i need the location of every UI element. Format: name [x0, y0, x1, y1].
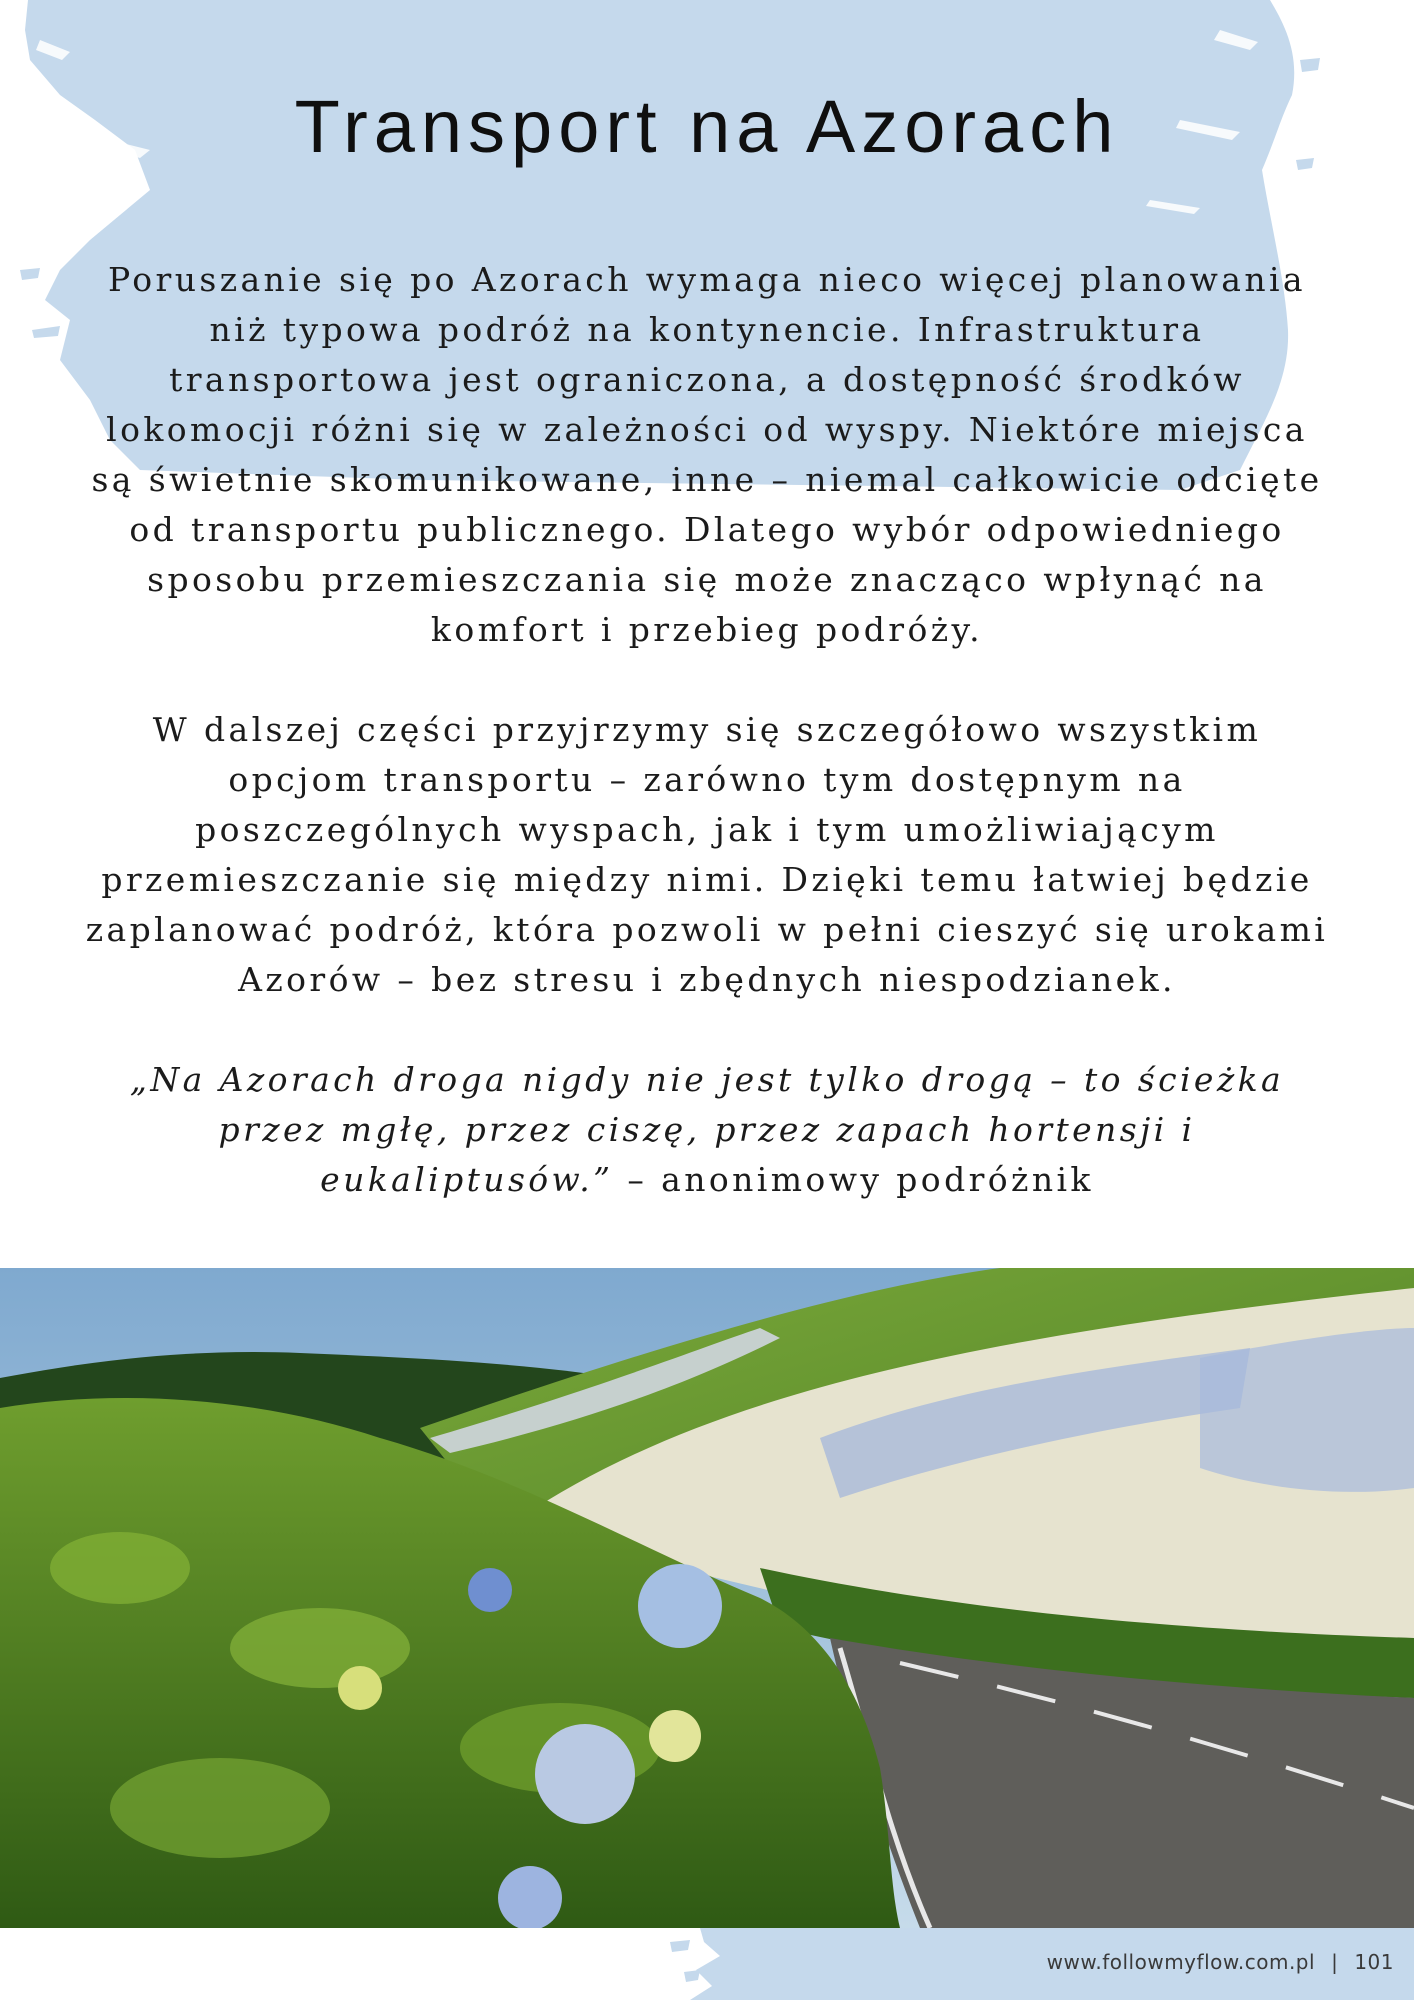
main-content [80, 255, 1334, 1255]
quote-text: „Na Azorach droga nigdy nie jest tylko drogą – to ścieżka przez mgłę, przez ciszę, przez zapach hortensji i eukaliptusów.” [129, 1060, 1285, 1199]
footer [1047, 1950, 1394, 1974]
footer-website-link[interactable]: www.followmyflow.com.pl [1046, 1950, 1316, 1974]
page-title: Transport na Azorach [294, 85, 1120, 168]
paragraph-overview: W dalszej części przyjrzymy się szczegółowo wszystkim opcjom transportu – zarówno tym dostępnym na poszczególnych wyspach, jak i tym umożliwiającym przemieszczanie się między nimi. Dzięki temu łatwiej będzie zaplanować podróż, która pozwoli w pełni cieszyć się urokami Azorów – bez stresu i zbędnych niespodzianek. [85, 710, 1329, 999]
footer-separator: | [1331, 1950, 1339, 1974]
quote [80, 1055, 1334, 1205]
page-number: 101 [1354, 1950, 1394, 1974]
quote-attribution: – anonimowy podróżnik [613, 1160, 1094, 1199]
hydrangea-road-photo [0, 1268, 1414, 1928]
paragraph-intro: Poruszanie się po Azorach wymaga nieco więcej planowania niż typowa podróż na kontynencie. Infrastruktura transportowa jest ograniczona, a dostępność środków lokomocji różni się w zależności od wyspy. Niektóre miejsca są świetnie skomunikowane, inne – niemal całkowicie odcięte od transportu publicznego. Dlatego wybór odpowiedniego sposobu przemieszczania się może znacząco wpłynąć na komfort i przebieg podróży. [91, 260, 1323, 649]
